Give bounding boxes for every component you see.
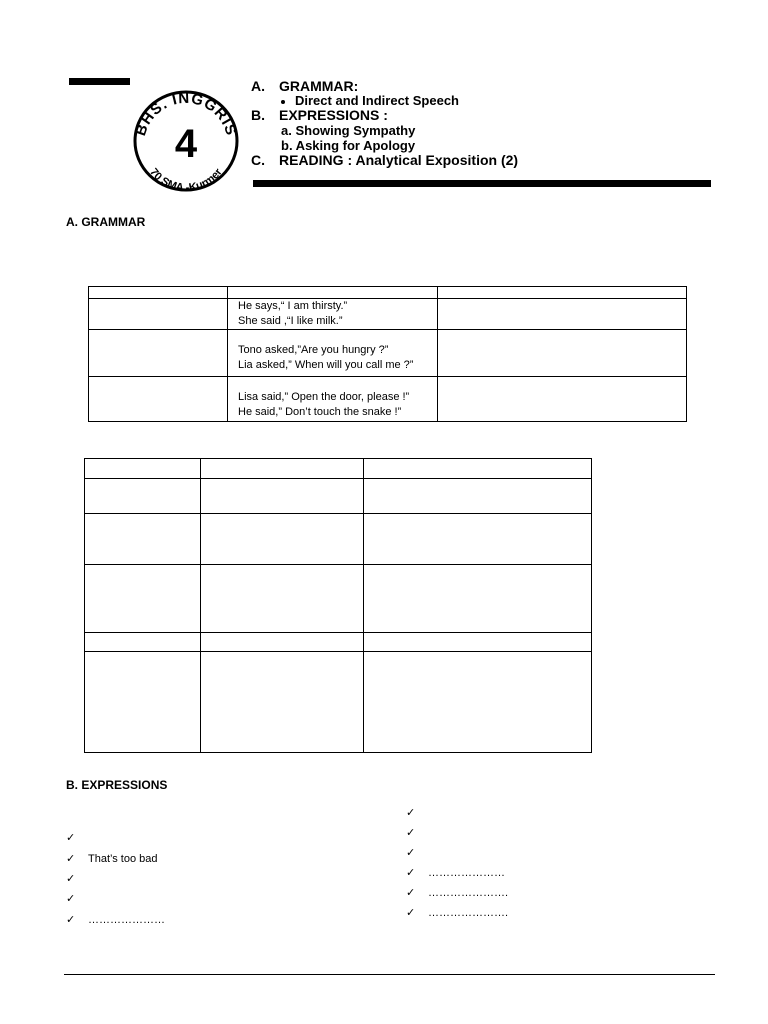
stamp-number: 4 [174,122,198,166]
table-row [85,652,592,753]
stamp-top-text: BHS. INGGRIS [132,89,240,139]
check-icon: ✓ [406,867,416,879]
list-item [406,844,428,862]
header-item-a: A. GRAMMAR: [251,78,359,94]
check-icon: ✓ [406,827,416,839]
table-row [85,479,592,514]
change-table [84,458,592,753]
check-icon: ✓ [406,907,416,919]
section-a-title: A. GRAMMAR [66,215,146,229]
example-line: He said,” Don’t touch the snake !” [238,406,402,418]
table-row [89,330,687,377]
bullet-icon [281,100,285,104]
check-icon: ✓ [406,847,416,859]
section-b-title: B. EXPRESSIONS [66,778,168,792]
example-line: He says,“ I am thirsty.” [238,300,348,312]
list-item: ✓ ………………… [66,911,165,929]
table-row [89,299,687,330]
header-rule [253,180,711,187]
table-row [85,633,592,652]
table-header-row [85,459,592,479]
speech-table [88,286,687,422]
list-item [66,870,88,888]
example-line: She said ,“I like milk.” [238,315,343,327]
table-row [89,377,687,422]
list-item [406,824,428,842]
check-icon: ✓ [66,853,76,865]
table-header-row [89,287,687,299]
list-item: ✓ …………………. [406,884,508,902]
check-icon: ✓ [66,893,76,905]
header-item-b: B. EXPRESSIONS : [251,107,388,123]
table-row [85,565,592,633]
example-line: Lisa said,” Open the door, please !” [238,391,410,403]
list-item: ✓ …………………. [406,904,508,922]
school-stamp-logo [130,85,242,193]
list-item [406,804,428,822]
check-icon: ✓ [406,807,416,819]
header-item-c: C. READING : Analytical Exposition (2) [251,152,519,168]
list-item: ✓ ………………… [406,864,505,882]
example-line: Lia asked,” When will you call me ?” [238,359,414,371]
header-left-bar [69,78,130,85]
header-item-b-sub2: b. Asking for Apology [281,138,416,153]
example-line: Tono asked,”Are you hungry ?” [238,344,389,356]
check-icon: ✓ [66,914,76,926]
list-item [66,829,88,847]
table-row [85,514,592,565]
check-icon: ✓ [66,873,76,885]
list-item: ✓ That’s too bad [66,850,158,868]
footer-rule [64,974,715,975]
stamp-bottom-text: 70 SMA -Kurmer [147,166,225,193]
header-item-a-bullet: Direct and Indirect Speech [281,93,459,108]
check-icon: ✓ [406,887,416,899]
header-item-b-sub1: a. Showing Sympathy [281,123,416,138]
check-icon: ✓ [66,832,76,844]
list-item [66,890,88,908]
